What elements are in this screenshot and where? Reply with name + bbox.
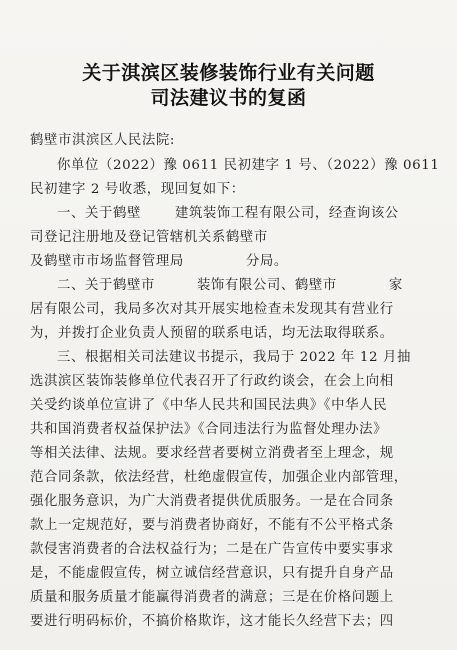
body-line: [57, 202, 399, 221]
body-line: 三、根据相关司法建议书提示，我局于 2022 年 12 月抽: [57, 350, 411, 365]
body-line: 款侵害消费者的合法权益行为；二是在广告宣传中要实事求: [30, 542, 394, 557]
body-fragment: 二、关于鹤壁市: [57, 278, 155, 293]
body-line: 选淇滨区装饰装修单位代表召开了行政约谈会，在会上向相: [30, 374, 394, 389]
body-line: 为，并拨打企业负责人预留的联系电话，均无法取得联系。: [30, 326, 394, 341]
body-line: 要进行明码标价，不搞价格欺诈，这才能长久经营下去；四: [30, 614, 394, 629]
body-line: 司登记注册地及登记管辖机关系鹤壁市: [30, 230, 268, 245]
document-title-line-1: 关于淇滨区装修装饰行业有关问题: [82, 62, 375, 84]
body-line: [30, 250, 288, 269]
body-line: 是，不能虚假宣传，树立诚信经营意识，只有提升自身产品: [30, 566, 394, 581]
body-line: 共和国消费者权益保护法》《合同违法行为监督处理办法》: [30, 422, 388, 437]
body-fragment: 分局。: [245, 254, 288, 269]
document-title-line-2: 司法建议书的复函: [150, 87, 307, 109]
body-fragment: 家: [388, 278, 403, 293]
body-fragment: 及鹤壁市市场监督管理局: [30, 254, 184, 269]
body-line: 你单位（2022）豫 0611 民初建字 1 号、（2022）豫 0611: [57, 158, 440, 173]
body-line: 款上一定规范好，要与消费者协商好，不能有不公平格式条: [30, 518, 394, 533]
body-line: 居有限公司，我局多次对其开展实地检查未发现其有营业行: [30, 302, 394, 317]
salutation: 鹤壁市淇滨区人民法院:: [30, 133, 176, 148]
body-line: 范合同条款，依法经营，杜绝虚假宣传，加强企业内部管理，: [30, 470, 408, 485]
body-line: 强化服务意识，为广大消费者提供优质服务。一是在合同条: [30, 494, 394, 509]
body-line: 关受约谈单位宣讲了《中华人民共和国民法典》《中华人民: [30, 398, 388, 413]
body-line: 民初建字 2 号收悉，现回复如下：: [30, 182, 245, 197]
body-fragment: 一、关于鹤壁: [57, 206, 141, 221]
body-fragment: 装饰有限公司、鹤壁市: [196, 278, 337, 293]
body-line: 等相关法律、法规。要求经营者要树立消费者至上理念，规: [30, 446, 394, 461]
body-line: 质量和服务质量才能赢得消费者的满意；三是在价格问题上: [30, 590, 394, 605]
body-fragment: 建筑装饰工程有限公司，经查询该公: [174, 206, 399, 221]
body-line: [57, 274, 403, 293]
